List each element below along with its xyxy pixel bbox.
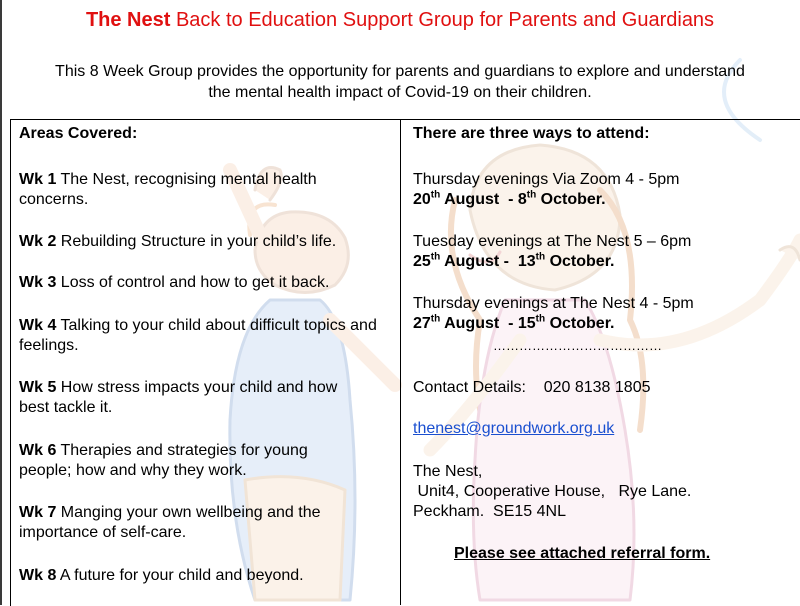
week-item-3: Wk 3 Loss of control and how to get it back. [19, 274, 330, 291]
address-line-3: Peckham. SE15 4NL [413, 503, 566, 520]
address-line-2: Unit4, Cooperative House, Rye Lane. [413, 483, 692, 500]
week-item-7: Wk 7 Manging your own wellbeing and the importance of self-care. [19, 504, 321, 541]
contact-details: Contact Details: 020 8138 1805 [413, 379, 651, 396]
attend-heading: There are three ways to attend: [413, 125, 650, 142]
dotted-separator: ………………………………… [493, 338, 662, 353]
page-title [0, 9, 800, 32]
email-link[interactable]: thenest@groundwork.org.uk [413, 420, 615, 437]
week-item-1: Wk 1 The Nest, recognising mental health concerns. [19, 171, 317, 208]
week-item-2: Wk 2 Rebuilding Structure in your child’s life. [19, 233, 337, 250]
session-3-dates: 27th August - 15th October. [413, 313, 615, 332]
intro-line-2: the mental health impact of Covid-19 on their children. [208, 84, 592, 101]
column-divider [400, 120, 401, 605]
areas-heading: Areas Covered: [19, 125, 138, 142]
week-item-6: Wk 6 Therapies and strategies for young people; how and why they work. [19, 442, 308, 479]
session-1-label: Thursday evenings Via Zoom 4 - 5pm [413, 171, 680, 188]
address-line-1: The Nest, [413, 463, 483, 480]
session-2-dates: 25th August - 13th October. [413, 251, 615, 270]
intro-line-1: This 8 Week Group provides the opportunity for parents and guardians to explore and understand [55, 63, 745, 80]
title-brand: The Nest [85, 9, 171, 31]
week-item-4: Wk 4 Talking to your child about difficult topics and feelings. [19, 317, 377, 354]
session-3-label: Thursday evenings at The Nest 4 - 5pm [413, 295, 694, 312]
title-rest: Back to Education Support Group for Parents and Guardians [170, 9, 715, 31]
referral-note: Please see attached referral form. [454, 545, 711, 562]
session-1-dates: 20th August - 8th October. [413, 189, 606, 208]
week-item-5: Wk 5 How stress impacts your child and how best tackle it. [19, 379, 338, 416]
week-item-8: Wk 8 A future for your child and beyond. [19, 567, 304, 584]
intro-text [0, 61, 800, 103]
session-2-label: Tuesday evenings at The Nest 5 – 6pm [413, 233, 692, 250]
